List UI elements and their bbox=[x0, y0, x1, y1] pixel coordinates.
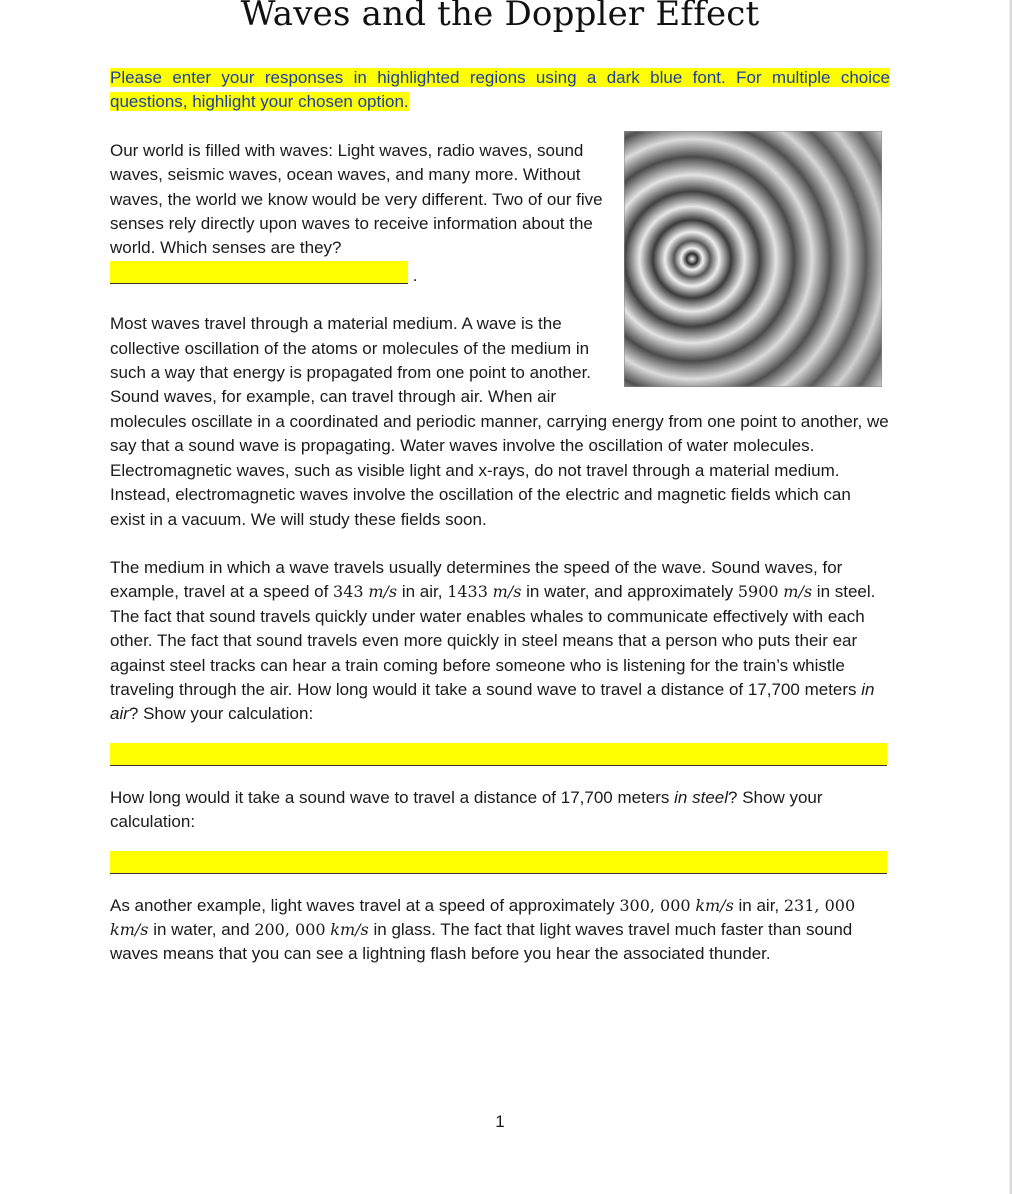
intro-paragraph: Our world is filled with waves: Light waves, radio waves, sound waves, seismic waves, ocean waves, and many more. Without waves, the world we know would be very different. Two of our five senses rely directly upon waves to receive information about the world. Which senses are they? . bbox=[110, 140, 603, 285]
medium-paragraph: Most waves travel through a material medium. A wave is the collective oscillation of the atoms or molecules of the medium in such a way that energy is propagated from one point to another. Sound waves, for example, can travel through air. When air molecules oscillate in a coordinated and periodic manner, carrying energy from one point to another, we say that a sound wave is propagating. Water waves involve the oscillation of water molecules. Electromagnetic waves, such as visible light and x-rays, do not travel through a material medium. Instead, electromagnetic waves involve the oscillation of the electric and magnetic fields which can exist in a vacuum. We will study these fields soon. bbox=[110, 314, 889, 529]
instructions-text: Please enter your responses in highlighted regions using a dark blue font. For multiple choice questions, highlight your chosen option. bbox=[110, 68, 890, 112]
sound-speed-paragraph: The medium in which a wave travels usually determines the speed of the wave. Sound waves, for example, travel at a speed of 343 m/s in air, 1433 m/s in water, and approximately 5900 m/s in steel. The fact that sound travels quickly under water enables whales to communicate effectively with each other. The fact that sound travels even more quickly in steel means that a person who puts their ear against steel tracks can hear a train coming before someone who is listening for the train’s whistle traveling through the air. How long would it take a sound wave to travel a distance of 17,700 meters in air? Show your calculation: bbox=[110, 557, 876, 724]
steel-question: How long would it take a sound wave to travel a distance of 17,700 meters in steel? Show your calculation: bbox=[110, 787, 823, 832]
instructions bbox=[110, 66, 890, 115]
page-number: 1 bbox=[495, 1112, 505, 1131]
page-title: Waves and the Doppler Effect bbox=[240, 0, 760, 34]
answer-field-senses[interactable] bbox=[110, 261, 408, 284]
answer-field-air-calculation[interactable] bbox=[110, 743, 887, 766]
concentric-wave-image bbox=[624, 131, 882, 387]
document-body bbox=[110, 66, 890, 967]
answer-field-steel-calculation[interactable] bbox=[110, 851, 887, 874]
light-speed-paragraph: As another example, light waves travel at a speed of approximately 300, 000 km/s in air, 231, 000 km/s in water, and 200, 000 km/s in glass. The fact that light waves travel much faster than sound waves means that you can see a lightning flash before you hear the associated thunder. bbox=[110, 895, 856, 964]
wave-ripple-graphic bbox=[624, 131, 882, 387]
